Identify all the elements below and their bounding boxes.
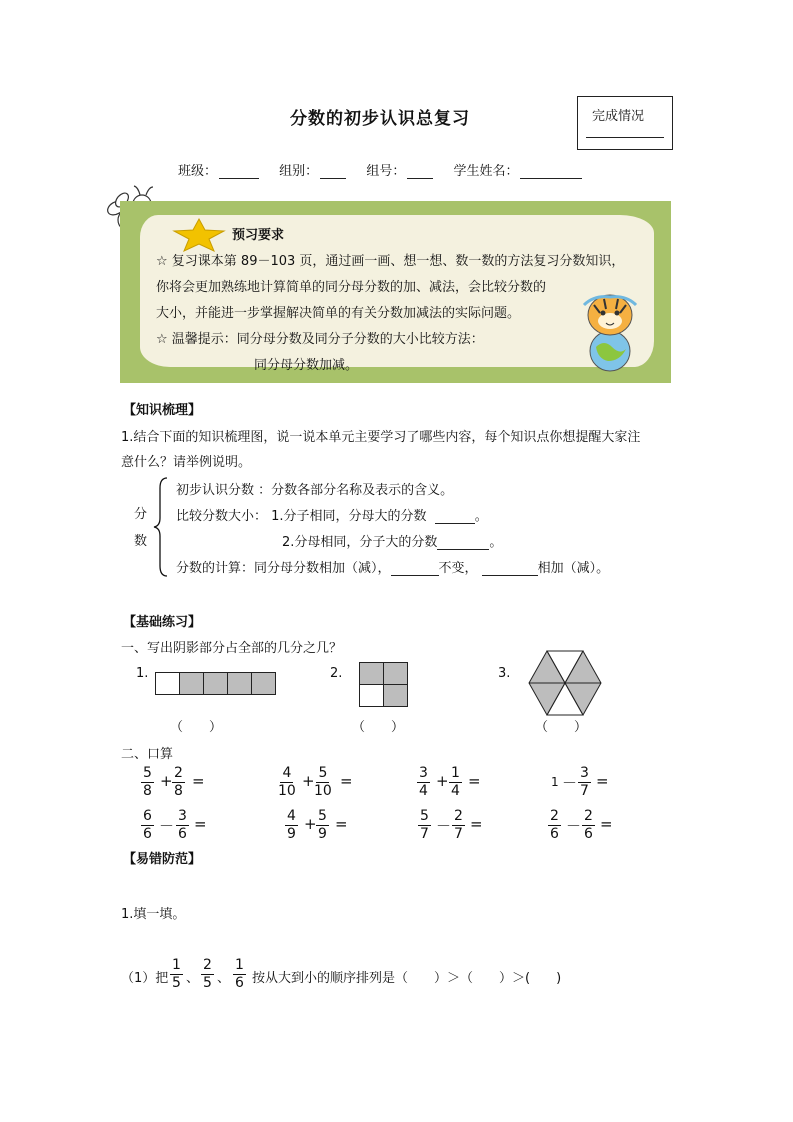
fraction: $\frac{4}{10}$: [278, 765, 296, 799]
figure-label-1: 1.: [136, 666, 149, 681]
plus-sign: +: [302, 772, 315, 790]
figure-1-bar: [155, 672, 277, 696]
ordering-prefix: （1）把: [121, 971, 169, 986]
answer-blank-4[interactable]: [482, 561, 538, 576]
separator: 、: [186, 971, 200, 986]
figure-3-hexagon: [528, 650, 602, 716]
tiger-globe-illustration: [574, 291, 646, 373]
equals-sign: =: [335, 815, 348, 833]
equals-sign: =: [468, 772, 481, 790]
fraction: $\frac{5}{8}$: [143, 765, 152, 799]
fraction: $\frac{1}{4}$: [451, 765, 460, 799]
fraction: $\frac{5}{10}$: [314, 765, 332, 799]
knowledge-item-3: 2.分母相同，分子大的分数 。: [282, 535, 503, 550]
curly-brace: [152, 476, 170, 578]
knowledge-question-line-2: 意什么？请举例说明。: [121, 455, 252, 470]
fraction: $\frac{2}{6}$: [550, 808, 559, 842]
knowledge-item-4: 分数的计算：同分母分数相加（减）， 不变， 相加（减）。: [176, 561, 610, 576]
oral-calc-heading: 二、口算: [121, 747, 174, 762]
completion-label: 完成情况: [592, 109, 645, 124]
figure-label-2: 2.: [330, 666, 343, 681]
student-name-label: 学生姓名：: [453, 164, 519, 179]
star-icon: [170, 217, 228, 253]
ordering-answer-prompt[interactable]: 按从大到小的顺序排列是（ ）＞（ ）＞( ): [252, 971, 562, 986]
figure-2-square: [359, 662, 409, 708]
fraction: $\frac{1}{6}$: [235, 957, 244, 991]
equals-sign: =: [596, 772, 609, 790]
answer-blank-1[interactable]: [435, 509, 475, 524]
preview-line-3: 大小，并能进一步掌握解决简单的有关分数加减法的实际问题。: [156, 306, 521, 321]
group-field[interactable]: [320, 164, 346, 179]
knowledge-item-2: 比较分数大小： 1.分子相同，分母大的分数 。: [176, 509, 488, 524]
minus-sign: －: [566, 817, 582, 835]
class-field[interactable]: [219, 164, 259, 179]
equals-sign: =: [192, 772, 205, 790]
basic-practice-heading: 【基础练习】: [123, 615, 202, 630]
plus-sign: +: [160, 772, 173, 790]
fraction: $\frac{2}{7}$: [454, 808, 463, 842]
answer-blank-3[interactable]: [391, 561, 439, 576]
group-number-label: 组号：: [366, 164, 406, 179]
fraction: $\frac{2}{8}$: [174, 765, 183, 799]
class-label: 班级：: [178, 164, 218, 179]
equals-sign: =: [470, 815, 483, 833]
separator: 、: [217, 971, 231, 986]
plus-sign: +: [436, 772, 449, 790]
answer-paren-1[interactable]: （ ）: [170, 720, 223, 735]
fraction: $\frac{6}{6}$: [143, 808, 152, 842]
knowledge-section-heading: 【知识梳理】: [123, 403, 202, 418]
completion-box: [577, 96, 673, 150]
fraction: $\frac{2}{5}$: [203, 957, 212, 991]
fraction: $\frac{1}{5}$: [172, 957, 181, 991]
fraction: $\frac{5}{7}$: [420, 808, 429, 842]
equals-sign: =: [194, 815, 207, 833]
number-one: 1: [551, 775, 559, 789]
answer-blank-2[interactable]: [437, 535, 489, 550]
preview-line-4: ☆ 温馨提示：同分母分数及同分子分数的大小比较方法：: [156, 332, 484, 347]
preview-line-2: 你将会更加熟练地计算简单的同分母分数的加、减法，会比较分数的: [156, 280, 547, 295]
fill-in-question: 1.填一填。: [121, 907, 186, 922]
completion-line: [586, 137, 664, 138]
minus-sign: －: [159, 817, 175, 835]
group-number-field[interactable]: [407, 164, 433, 179]
plus-sign: +: [304, 815, 317, 833]
shaded-fraction-question: 一、写出阴影部分占全部的几分之几？: [121, 641, 343, 656]
minus-sign: －: [436, 817, 452, 835]
fraction: $\frac{5}{9}$: [318, 808, 327, 842]
student-info-row: [178, 160, 586, 179]
fraction: $\frac{3}{6}$: [178, 808, 187, 842]
preview-requirements-banner: [120, 201, 671, 383]
knowledge-item-1: 初步认识分数 ：分数各部分名称及表示的含义。: [176, 483, 454, 498]
preview-line-5: 同分母分数加减。: [254, 358, 359, 373]
fraction: $\frac{4}{9}$: [287, 808, 296, 842]
knowledge-question-line-1: 1.结合下面的知识梳理图，说一说本单元主要学习了哪些内容，每个知识点你想提醒大家注: [121, 430, 641, 445]
group-label: 组别：: [279, 164, 319, 179]
fraction: $\frac{3}{7}$: [580, 765, 589, 799]
fraction: $\frac{3}{4}$: [419, 765, 428, 799]
fraction: $\frac{2}{6}$: [584, 808, 593, 842]
brace-label-shu: 数: [134, 534, 148, 549]
answer-paren-3[interactable]: （ ）: [535, 720, 588, 735]
equals-sign: =: [340, 772, 353, 790]
figure-label-3: 3.: [498, 666, 511, 681]
answer-paren-2[interactable]: （ ）: [352, 720, 405, 735]
mistakes-section-heading: 【易错防范】: [123, 852, 202, 867]
student-name-field[interactable]: [520, 164, 582, 179]
preview-heading: 预习要求: [232, 228, 285, 243]
preview-line-1: ☆ 复习课本第 89－103 页，通过画一画、想一想、数一数的方法复习分数知识，: [156, 254, 625, 269]
equals-sign: =: [600, 815, 613, 833]
minus-sign: －: [562, 774, 578, 792]
brace-label-fen: 分: [134, 507, 148, 522]
page-title: 分数的初步认识总复习: [290, 109, 470, 129]
